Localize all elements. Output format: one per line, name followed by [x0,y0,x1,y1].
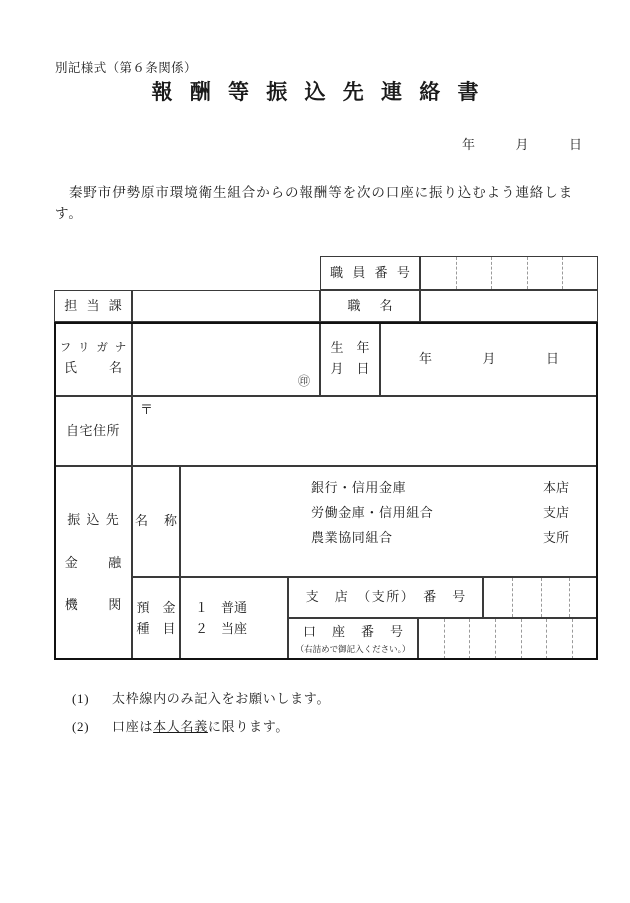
bank-section-label-line2: 金 融 [64,554,123,570]
bank-section-label [54,466,132,660]
note-2-underlined: 本人名義 [153,719,208,734]
bank-section-label-line3: 機 関 [64,597,123,613]
address-label: 自宅住所 [54,396,132,466]
note-1-text: 太枠線内のみ記入をお願いします。 [112,691,331,706]
bank-type-option: 農業協同組合 [311,530,393,545]
header-date-month: 月 [515,137,529,152]
furigana-label: フ リ ガ ナ [59,342,129,355]
birthdate-value[interactable] [380,322,598,396]
account-number-label [288,618,418,660]
bank-type-option: 労働金庫・信用組合 [311,505,434,520]
page-title: 報 酬 等 振 込 先 連 絡 書 [151,80,485,104]
position-label: 職 名 [320,290,420,322]
employee-number-cell[interactable] [528,257,564,289]
account-number-boxes[interactable] [418,618,598,660]
branch-number-label: 支 店 （支所） 番 号 [288,577,483,618]
deposit-type-options[interactable] [180,577,288,660]
birthdate-year: 年 [418,350,432,366]
note-2-prefix: 口座は [112,719,154,734]
note-1 [72,688,330,707]
name-label-group [54,322,132,396]
form-number: 別記様式（第６条関係） [55,61,197,75]
branch-number-cell[interactable] [484,578,513,617]
account-number-cell[interactable] [496,619,522,659]
account-number-label-text: 口 座 番 号 [302,623,405,639]
branch-number-boxes[interactable] [483,577,598,618]
header-date-day: 日 [568,137,582,152]
account-number-cell[interactable] [548,619,574,659]
branch-type-option: 本店 [543,480,570,495]
branch-number-cell[interactable] [542,578,571,617]
header-date-line [462,134,582,153]
name-label: 氏 名 [63,359,124,375]
birthdate-day: 日 [546,350,560,366]
bank-name-label: 名 称 [132,466,180,577]
branch-number-cell[interactable] [570,578,599,617]
branch-type-option: 支所 [543,530,570,545]
note-2-number: (2) [72,719,90,734]
account-number-cell[interactable] [573,619,599,659]
account-number-cell[interactable] [445,619,471,659]
birthdate-label-line2: 月 日 [330,361,370,376]
note-1-number: (1) [72,691,90,706]
seal-icon: ㊞ [298,374,311,388]
employee-number-cell[interactable] [492,257,528,289]
bank-type-option: 銀行・信用金庫 [311,480,407,495]
lead-paragraph: 秦野市伊勢原市環境衛生組合からの報酬等を次の口座に振り込むよう連絡します。 [55,185,573,221]
deposit-type-label-line2: 種 目 [136,620,176,636]
deposit-option-toza[interactable]: ２ 当座 [195,620,248,636]
branch-type-option: 支店 [543,505,570,520]
bank-name-value[interactable] [180,466,598,577]
birthdate-month: 月 [482,350,496,366]
birthdate-label [320,322,380,396]
account-number-cell[interactable] [470,619,496,659]
employee-number-cell[interactable] [457,257,493,289]
header-date-year: 年 [461,137,475,152]
account-number-note: （右詰めで御記入ください。） [295,643,411,654]
note-2-suffix: に限ります。 [207,719,290,734]
bank-section-label-line1: 振 込 先 [67,511,121,527]
employee-number-cell[interactable] [563,257,599,289]
department-value[interactable] [132,290,320,322]
employee-number-boxes[interactable] [420,256,598,290]
employee-number-label: 職 員 番 号 [320,256,420,290]
address-value[interactable] [132,396,598,466]
name-value[interactable] [132,322,320,396]
account-number-cell[interactable] [522,619,548,659]
deposit-type-label-line1: 預 金 [136,599,176,615]
branch-number-cell[interactable] [513,578,542,617]
position-value[interactable] [420,290,598,322]
department-label: 担 当 課 [54,290,132,322]
deposit-option-futsu[interactable]: １ 普通 [195,599,248,615]
deposit-type-label [132,577,180,660]
account-number-cell[interactable] [419,619,445,659]
postal-mark-icon: 〒 [140,402,154,417]
employee-number-cell[interactable] [421,257,457,289]
birthdate-label-line1: 生 年 [330,340,370,356]
note-2 [72,716,289,735]
